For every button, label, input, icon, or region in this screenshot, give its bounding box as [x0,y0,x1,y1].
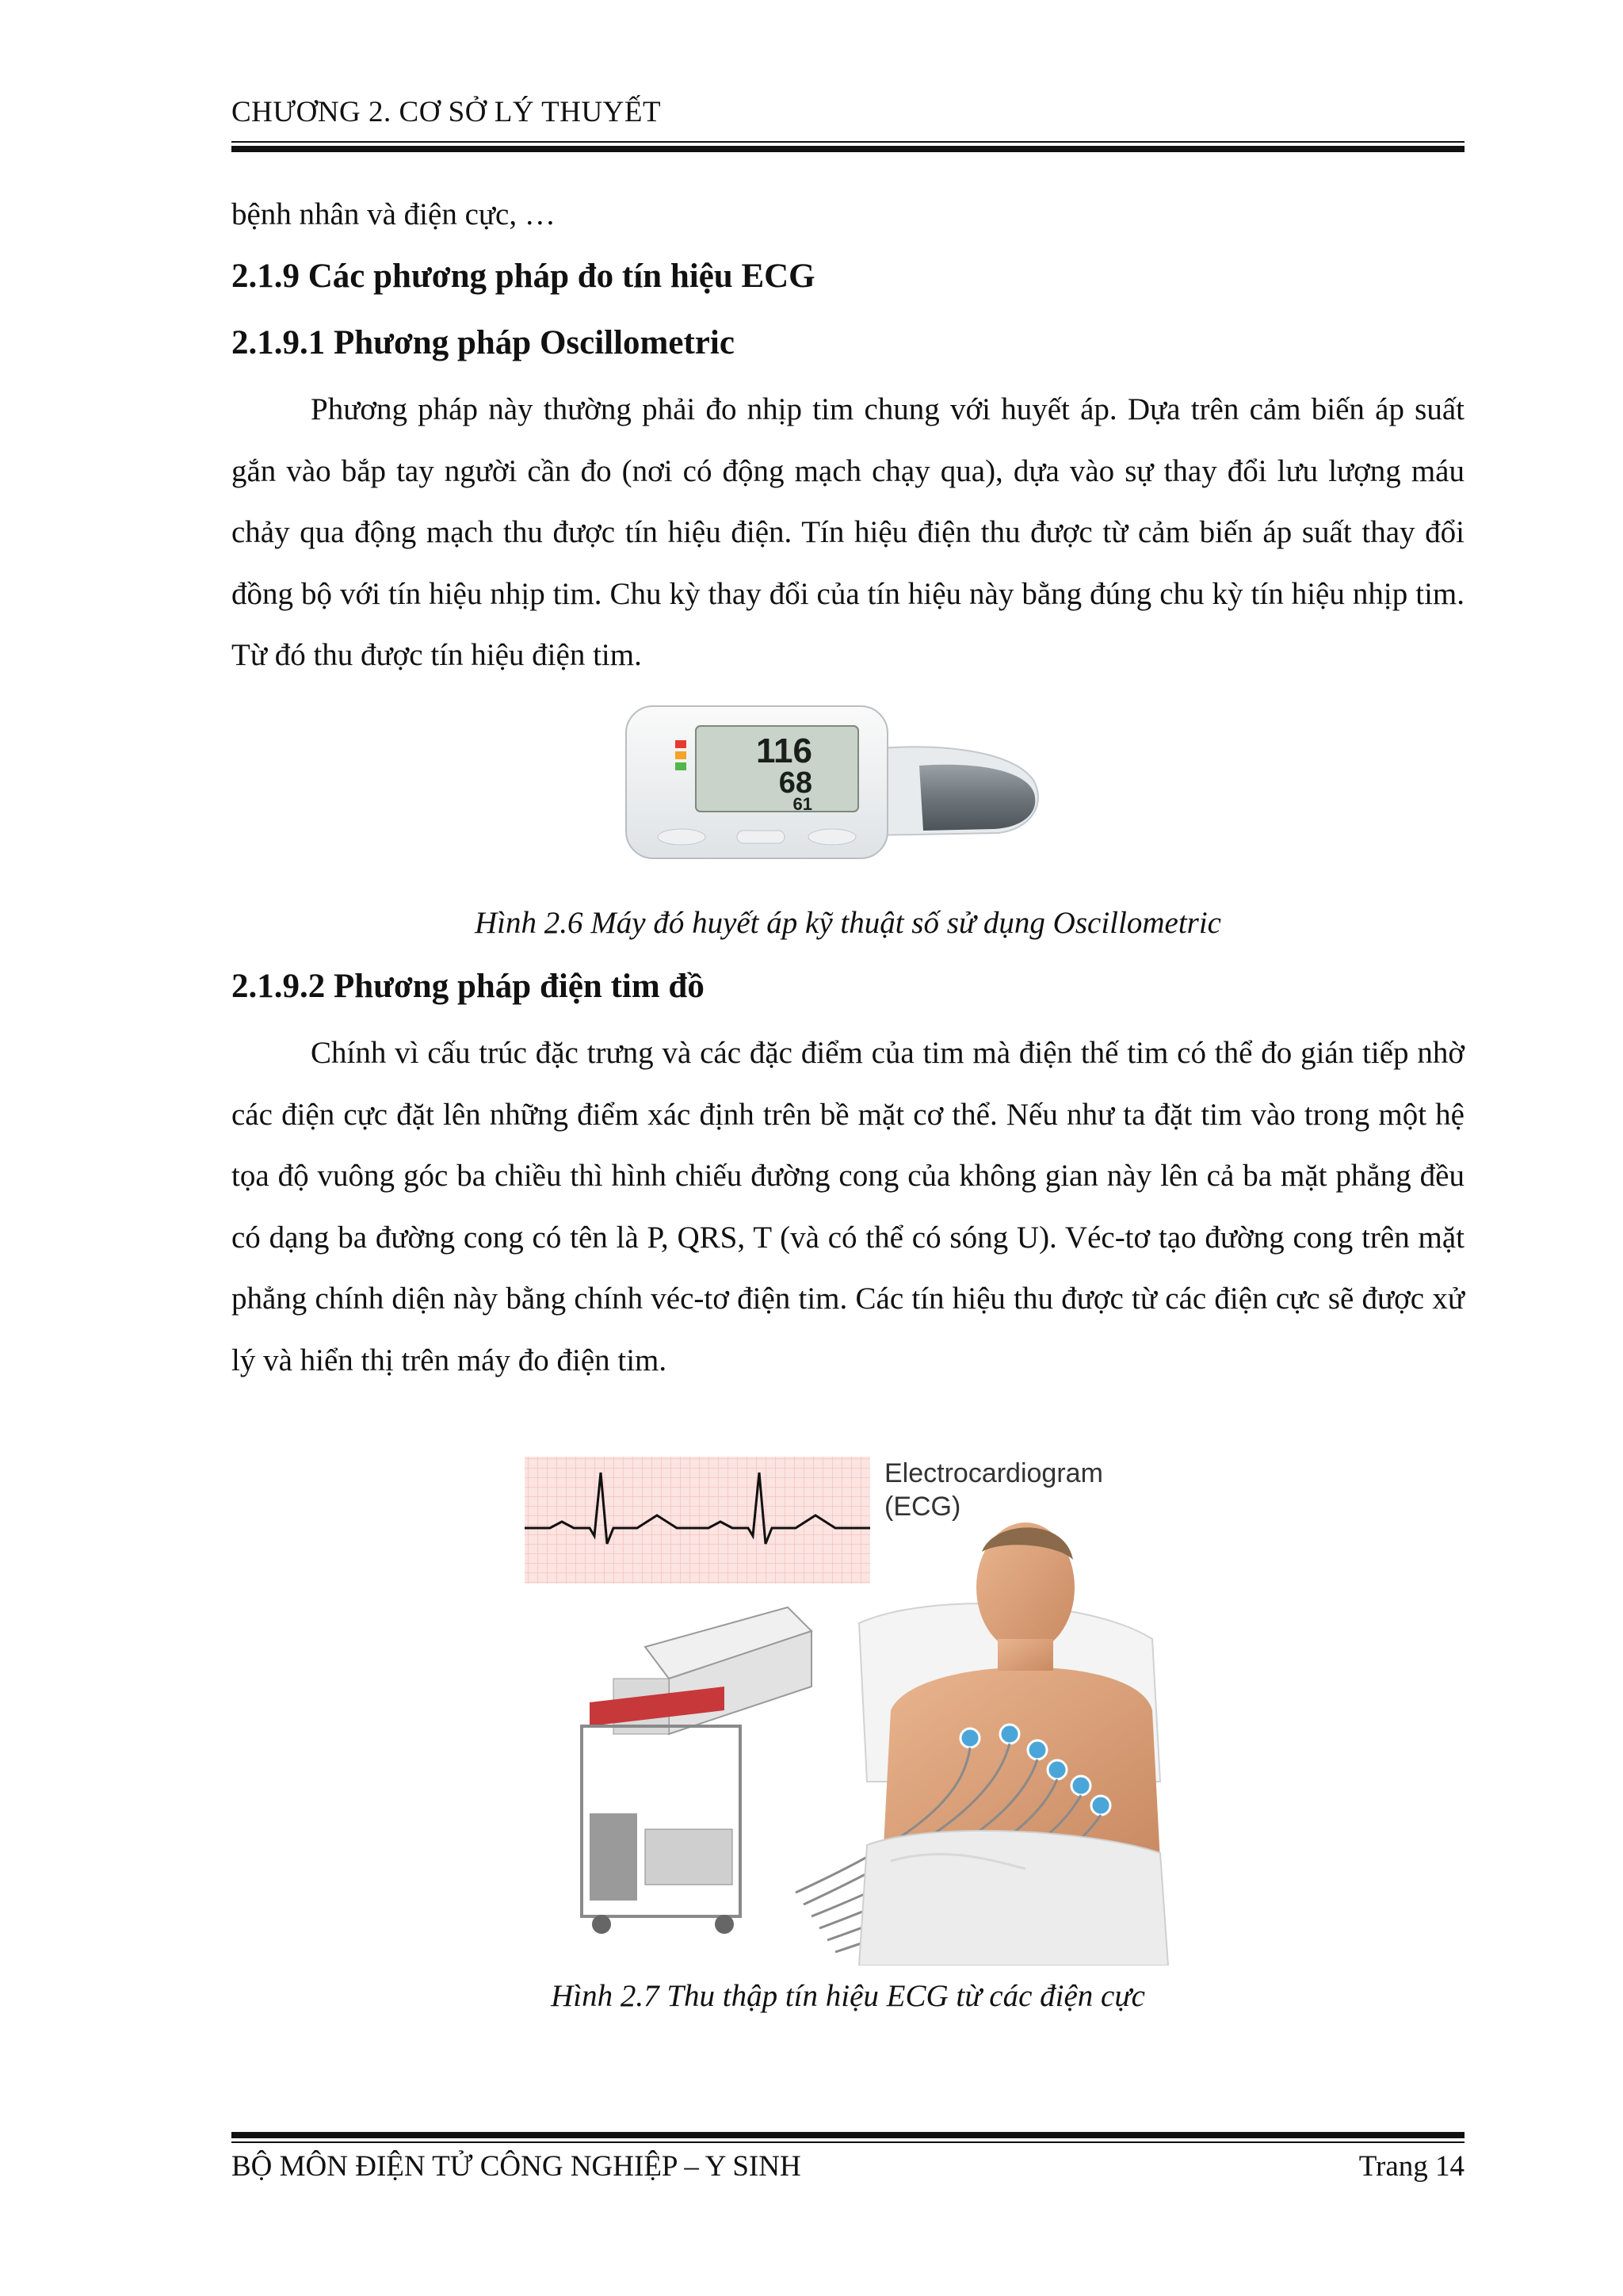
continuation-text: bệnh nhân và điện cực, … [231,197,556,231]
figure-ecg-acquisition [518,1449,1178,1966]
figure-2-6-caption: Hình 2.6 Máy đó huyết áp kỹ thuật số sử dụng Oscillometric [475,906,1221,940]
paragraph-ecg: Chính vì cấu trúc đặc trưng và các đặc điểm của tim mà điện thế tim có thể đo gián tiếp nhờ các điện cực đặt lên những điểm xác định trên bề mặt cơ thể. Nếu như ta đặt tim vào trong một hệ tọa độ vuông góc ba chiều thì hình chiếu đường cong của không gian này lên cả ba mặt phẳng đều có dạng ba đường cong có tên là P, QRS, T (và có thể có sóng U). Véc-tơ tạo đường cong trên mặt phẳng chính diện này bằng chính véc-tơ điện tim. Các tín hiệu thu được từ các điện cực sẽ được xử lý và hiển thị trên máy đo điện tim. [231,1036,1465,1377]
header-rule-thick [231,146,1465,152]
bp-display-pulse: 61 [792,794,812,814]
chapter-header: CHƯƠNG 2. CƠ SỞ LÝ THUYẾT [231,96,662,128]
heading-2-1-9: 2.1.9 Các phương pháp đo tín hiệu ECG [231,258,815,295]
footer-page-number: Trang 14 [1358,2150,1465,2183]
heading-2-1-9-1: 2.1.9.1 Phương pháp Oscillometric [231,324,735,361]
bp-display-systolic: 116 [756,732,812,770]
footer-rule-thin [231,2141,1465,2143]
ecg-label-line1: Electrocardiogram [884,1458,1103,1488]
bp-monitor-illustration [602,694,1054,870]
figure-bp-monitor [602,694,1054,870]
ecg-label-line2: (ECG) [884,1492,961,1522]
paragraph-oscillometric: Phương pháp này thường phải đo nhịp tim chung với huyết áp. Dựa trên cảm biến áp suất gắn vào bắp tay người cần đo (nơi có động mạch chạy qua), dựa vào sự thay đổi lưu lượng máu chảy qua động mạch thu được tín hiệu điện. Tín hiệu điện thu được từ cảm biến áp suất thay đổi đồng bộ với tín hiệu nhịp tim. Chu kỳ thay đổi của tín hiệu này bằng đúng chu kỳ tín hiệu nhịp tim. Từ đó thu được tín hiệu điện tim. [231,392,1465,672]
figure-2-7-caption: Hình 2.7 Thu thập tín hiệu ECG từ các điện cực [551,1979,1145,2013]
header-rule-thin [231,141,1465,143]
bp-display-diastolic: 68 [778,766,812,800]
footer-rule-thick [231,2132,1465,2138]
ecg-illustration [518,1449,1178,1966]
footer-department: BỘ MÔN ĐIỆN TỬ CÔNG NGHIỆP – Y SINH [231,2150,801,2183]
heading-2-1-9-2: 2.1.9.2 Phương pháp điện tim đồ [231,968,705,1005]
